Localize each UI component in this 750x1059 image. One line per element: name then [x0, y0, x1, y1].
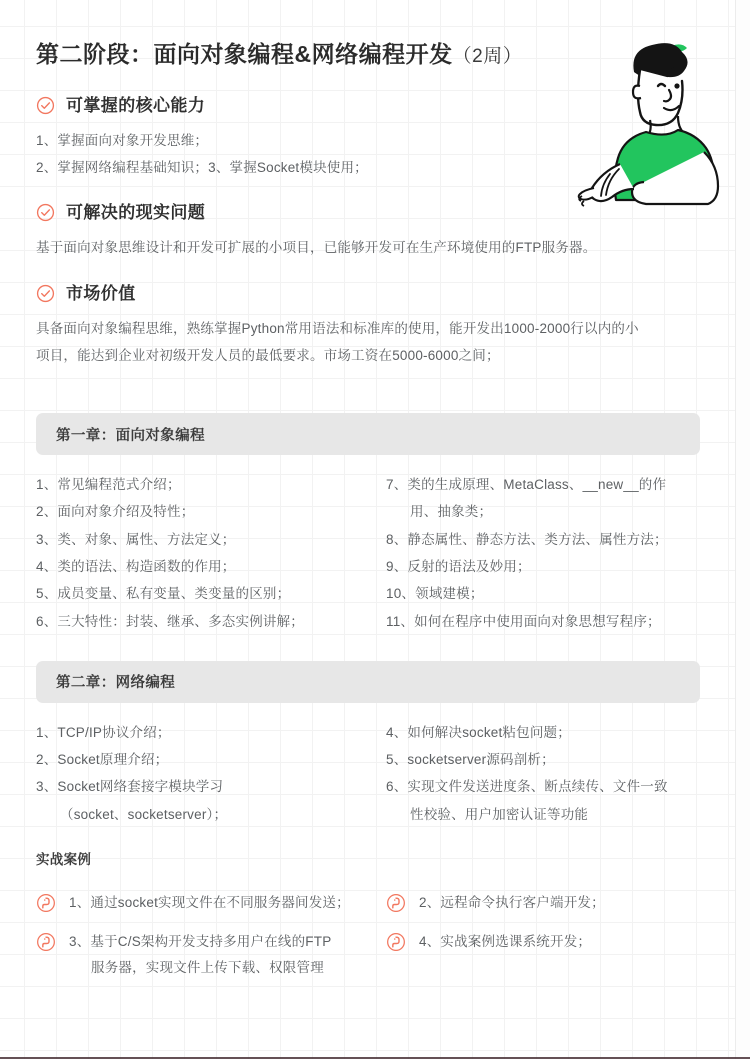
item-text: 1、常见编程范式介绍； [36, 477, 181, 493]
section-line: 基于面向对象思维设计和开发可扩展的小项目，已能够开发可在生产环境使用的FTP服务器。 [36, 240, 597, 256]
item-text-continued: 用、抽象类； [410, 504, 493, 520]
item-text: 5、socketserver源码剖析； [386, 752, 555, 768]
item-text: 3、类、对象、属性、方法定义； [36, 531, 236, 547]
section-line: 2、掌握网络编程基础知识；3、掌握Socket模块使用； [36, 160, 368, 176]
item-text: 4、如何解决socket粘包问题； [386, 724, 571, 740]
list-item [386, 746, 700, 773]
list-item [36, 553, 368, 580]
list-item [386, 773, 700, 828]
page-title-weeks: （2周） [452, 46, 523, 67]
case-item [368, 890, 700, 916]
section-paragraph [36, 234, 700, 261]
check-circle-icon [36, 96, 55, 115]
list-item [36, 580, 368, 607]
list-item [36, 773, 368, 828]
section-heading-row [36, 203, 700, 222]
outline-column-left [36, 719, 368, 828]
item-text: 3、Socket网络套接字模块学习 [36, 779, 224, 795]
case-text [419, 890, 605, 916]
chapter-header-bar [36, 413, 700, 455]
outline-column-left [36, 471, 368, 635]
case-text-main: 1、通过socket实现文件在不同服务器间发送； [69, 894, 350, 910]
case-text-main: 2、远程命令执行客户端开发； [419, 894, 605, 910]
case-text [419, 929, 591, 955]
python-circle-icon [36, 932, 56, 952]
item-text: 6、实现文件发送进度条、断点续传、文件一致 [386, 779, 668, 795]
right-rail [735, 0, 750, 1059]
list-item [386, 580, 700, 607]
section-market-value [36, 284, 700, 370]
case-item [368, 929, 700, 981]
check-circle-icon [36, 203, 55, 222]
item-text: 2、面向对象介绍及特性； [36, 504, 195, 520]
practical-cases-section [36, 848, 700, 981]
chapter-2 [36, 661, 700, 828]
item-text: 8、静态属性、静态方法、类方法、属性方法； [386, 531, 668, 547]
section-heading: 可解决的现实问题 [66, 203, 206, 223]
item-text: 9、反射的语法及妙用； [386, 559, 531, 575]
item-text: 1、TCP/IP协议介绍； [36, 724, 171, 740]
chapter-outline [36, 471, 700, 635]
list-item [36, 526, 368, 553]
item-text-continued: （socket、socketserver）； [60, 806, 228, 822]
list-item [386, 553, 700, 580]
chapter-1 [36, 413, 700, 635]
item-text: 11、如何在程序中使用面向对象思想写程序； [386, 613, 661, 629]
page-title-main: 第二阶段：面向对象编程&网络编程开发 [36, 41, 453, 67]
section-line: 1、掌握面向对象开发思维； [36, 132, 209, 148]
section-heading-row [36, 96, 700, 115]
outline-column-right [368, 471, 700, 635]
list-item [36, 719, 368, 746]
case-text-continued: 服务器，实现文件上传下载、权限管理 [91, 959, 324, 975]
practical-cases-title: 实战案例 [36, 851, 92, 867]
chapter-title: 第二章：网络编程 [56, 675, 176, 692]
chapter-title: 第一章：面向对象编程 [56, 427, 205, 444]
item-text: 2、Socket原理介绍； [36, 752, 169, 768]
page-title [36, 0, 700, 70]
case-text-main: 4、实战案例选课系统开发； [419, 933, 592, 949]
item-text-continued: 性校验、用户加密认证等功能 [410, 806, 589, 822]
section-paragraph [36, 127, 700, 182]
check-circle-icon [36, 284, 55, 303]
chapter-outline [36, 719, 700, 828]
section-line: 项目，能达到企业对初级开发人员的最低要求。市场工资在5000-6000之间； [36, 347, 500, 363]
item-text: 6、三大特性：封装、继承、多态实例讲解； [36, 613, 305, 629]
outline-column-right [368, 719, 700, 828]
list-item [36, 498, 368, 525]
list-item [386, 471, 700, 526]
list-item [386, 526, 700, 553]
chapter-header-bar [36, 661, 700, 703]
case-text [69, 929, 331, 981]
item-text: 10、领域建模； [386, 586, 484, 602]
case-item [36, 890, 368, 916]
section-real-problems [36, 203, 700, 261]
list-item [386, 719, 700, 746]
section-heading-row [36, 284, 700, 303]
list-item [36, 608, 368, 635]
item-text: 4、类的语法、构造函数的作用； [36, 559, 236, 575]
python-circle-icon [386, 932, 406, 952]
item-text: 7、类的生成原理、MetaClass、__new__的作 [386, 477, 667, 493]
python-circle-icon [36, 893, 56, 913]
case-text-main: 3、基于C/S架构开发支持多用户在线的FTP [69, 933, 332, 949]
python-circle-icon [386, 893, 406, 913]
section-core-abilities [36, 96, 700, 182]
section-line: 具备面向对象编程思维，熟练掌握Python常用语法和标准库的使用，能开发出1000-2000行以内的小 [36, 320, 639, 336]
case-text [69, 890, 350, 916]
practical-cases-list [36, 877, 700, 981]
section-heading: 市场价值 [66, 283, 136, 303]
section-paragraph [36, 315, 700, 370]
list-item [386, 608, 700, 635]
list-item [36, 471, 368, 498]
item-text: 5、成员变量、私有变量、类变量的区别； [36, 586, 291, 602]
section-heading: 可掌握的核心能力 [66, 95, 206, 115]
list-item [36, 746, 368, 773]
case-item [36, 929, 368, 981]
